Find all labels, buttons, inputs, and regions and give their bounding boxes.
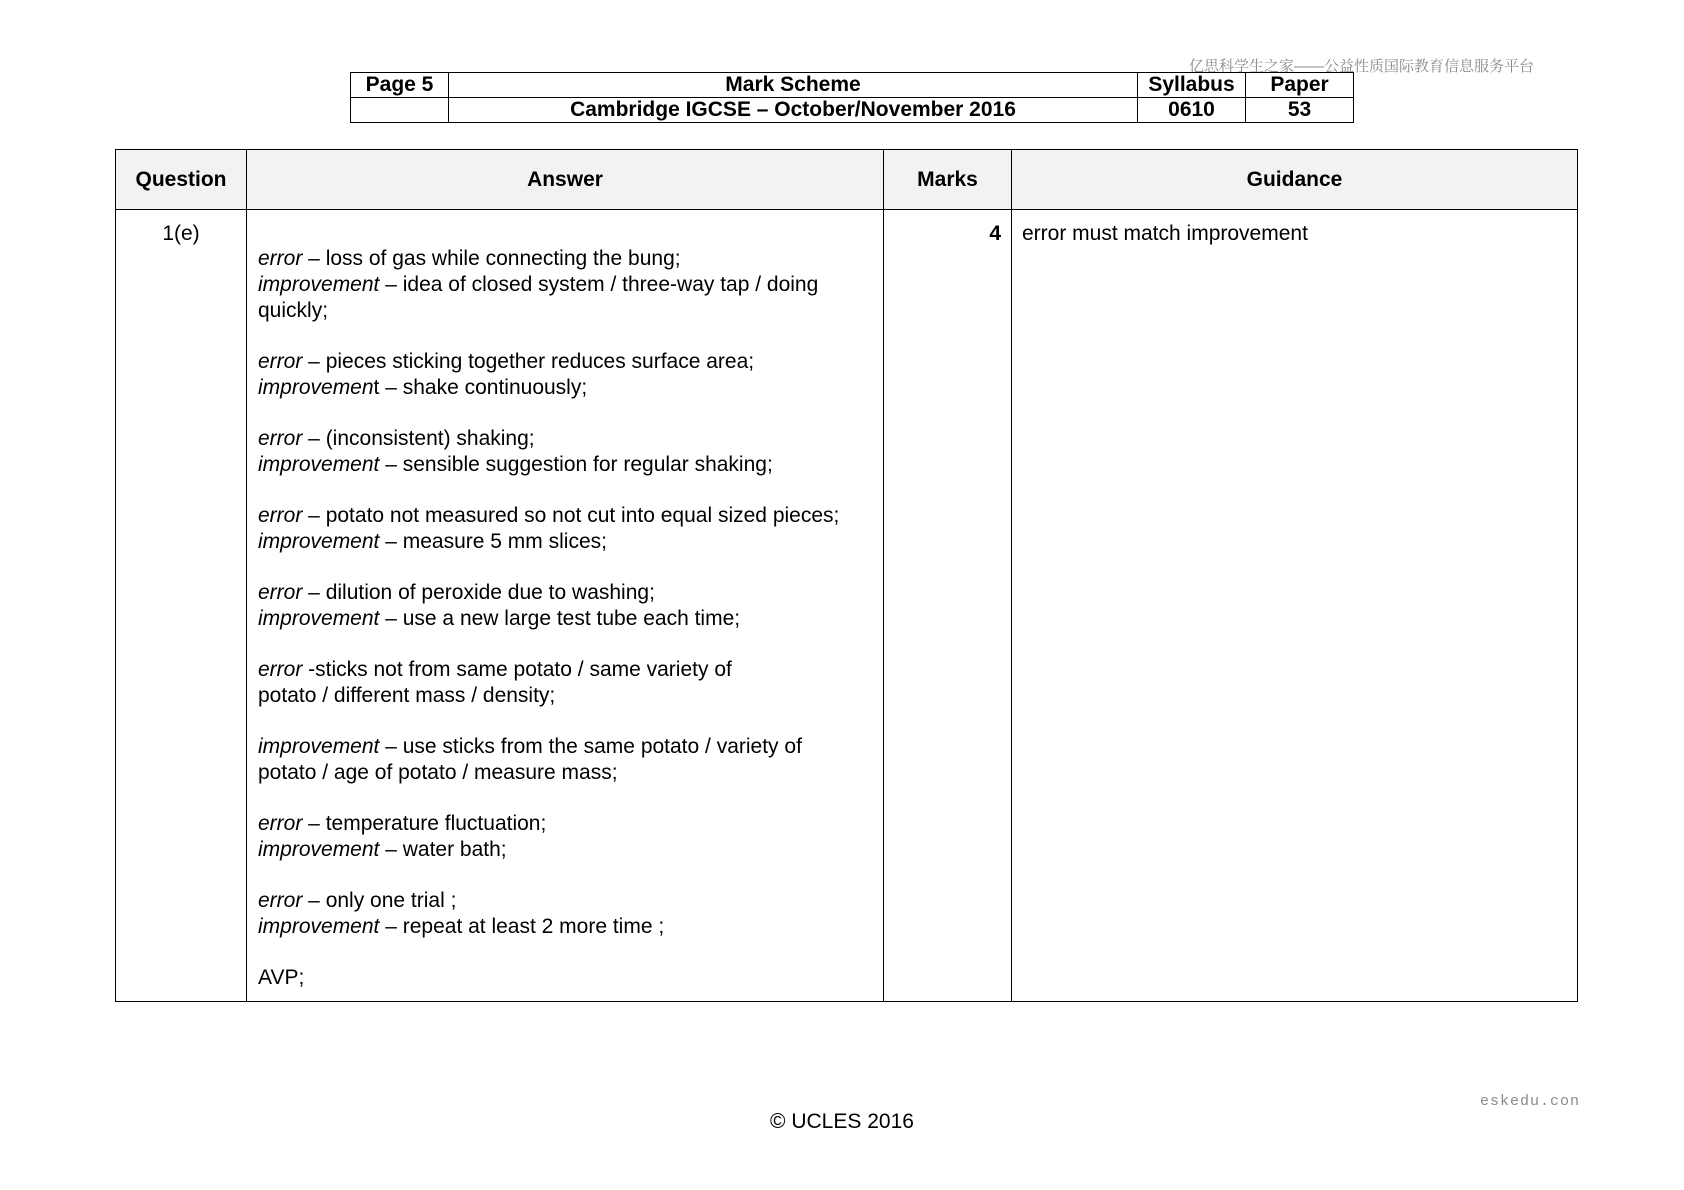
answer-line-label: error xyxy=(258,889,303,912)
answer-line-text: – idea of closed system / three-way tap / doing xyxy=(379,273,819,296)
answer-line-text: – loss of gas while connecting the bung; xyxy=(302,247,681,270)
answer-list xyxy=(258,246,873,991)
answer-line-label: improvement xyxy=(258,838,380,861)
answer-line xyxy=(258,606,873,632)
header-syllabus-label: Syllabus xyxy=(1138,73,1246,98)
answer-line xyxy=(258,503,873,529)
answer-cell xyxy=(247,210,884,1002)
answer-line xyxy=(258,914,873,940)
watermark-text: 亿思科学生之家——公益性质国际教育信息服务平台 xyxy=(1189,58,1535,75)
header-title: Mark Scheme xyxy=(449,73,1138,98)
answer-line-label: improvement xyxy=(258,273,380,296)
answer-line-text: – potato not measured so not cut into equal sized pieces; xyxy=(302,504,840,527)
answer-line-text: – repeat at least 2 more time ; xyxy=(379,915,665,938)
header-paper-value: 53 xyxy=(1246,98,1354,123)
answer-paragraph xyxy=(258,503,873,555)
answer-line xyxy=(258,734,873,760)
answer-line-label: error xyxy=(258,427,303,450)
answer-line-label: improvement xyxy=(258,530,380,553)
answer-line-label: improvemen xyxy=(258,376,374,399)
answer-line-text: AVP; xyxy=(258,966,305,989)
answer-line xyxy=(258,888,873,914)
answer-paragraph xyxy=(258,246,873,324)
answer-line-text: quickly; xyxy=(258,299,329,322)
header-paper-label: Paper xyxy=(1246,73,1354,98)
answer-line xyxy=(258,965,873,991)
answer-line-label: improvement xyxy=(258,607,380,630)
answer-line-text: – measure 5 mm slices; xyxy=(379,530,607,553)
header-subtitle: Cambridge IGCSE – October/November 2016 xyxy=(449,98,1138,123)
table-row xyxy=(116,210,1578,1002)
answer-line xyxy=(258,683,873,709)
answer-line xyxy=(258,580,873,606)
guidance-text: error must match improvement xyxy=(1012,210,1578,1002)
column-header-question: Question xyxy=(116,150,247,210)
answer-line-label: error xyxy=(258,350,303,373)
column-header-guidance: Guidance xyxy=(1012,150,1578,210)
header-syllabus-value: 0610 xyxy=(1138,98,1246,123)
header-page: Page 5 xyxy=(351,73,449,98)
answer-line xyxy=(258,375,873,401)
answer-line-text: – use sticks from the same potato / variety of xyxy=(379,735,802,758)
answer-line-text: – only one trial ; xyxy=(302,889,457,912)
answer-paragraph xyxy=(258,965,873,991)
answer-line xyxy=(258,426,873,452)
answer-line-label: improvement xyxy=(258,453,380,476)
answer-paragraph xyxy=(258,888,873,940)
column-header-answer: Answer xyxy=(247,150,884,210)
answer-paragraph xyxy=(258,811,873,863)
marks-value: 4 xyxy=(884,210,1012,1002)
answer-paragraph xyxy=(258,580,873,632)
answer-line-label: improvement xyxy=(258,735,380,758)
answer-line xyxy=(258,529,873,555)
answer-line-text: – pieces sticking together reduces surface area; xyxy=(302,350,755,373)
answer-line xyxy=(258,349,873,375)
answer-line xyxy=(258,246,873,272)
answer-line-text: – use a new large test tube each time; xyxy=(379,607,741,630)
answer-line xyxy=(258,298,873,324)
question-number: 1(e) xyxy=(116,210,247,1002)
column-header-marks: Marks xyxy=(884,150,1012,210)
mark-scheme-table xyxy=(115,149,1578,1002)
answer-line-label: improvement xyxy=(258,915,380,938)
copyright: © UCLES 2016 xyxy=(770,1110,914,1133)
answer-line-label: error xyxy=(258,581,303,604)
answer-line-text: – sensible suggestion for regular shaking; xyxy=(379,453,773,476)
header-page-empty xyxy=(351,98,449,123)
answer-line xyxy=(258,272,873,298)
document-header-table xyxy=(350,72,1354,123)
answer-line xyxy=(258,837,873,863)
answer-paragraph xyxy=(258,349,873,401)
answer-line-label: error xyxy=(258,812,303,835)
answer-line-text: potato / age of potato / measure mass; xyxy=(258,761,618,784)
answer-line-text: t – shake continuously; xyxy=(373,376,588,399)
answer-line xyxy=(258,452,873,478)
answer-line-text: -sticks not from same potato / same variety of xyxy=(302,658,732,681)
answer-paragraph xyxy=(258,734,873,786)
answer-line-text: – temperature fluctuation; xyxy=(302,812,547,835)
answer-paragraph xyxy=(258,657,873,709)
answer-line xyxy=(258,811,873,837)
answer-line-text: – water bath; xyxy=(379,838,507,861)
answer-line xyxy=(258,760,873,786)
answer-line-label: error xyxy=(258,504,303,527)
answer-line-label: error xyxy=(258,247,303,270)
answer-line-text: potato / different mass / density; xyxy=(258,684,556,707)
answer-line-label: error xyxy=(258,658,303,681)
answer-line xyxy=(258,657,873,683)
answer-line-text: – dilution of peroxide due to washing; xyxy=(302,581,655,604)
footer-watermark: eskedu.con xyxy=(1480,1093,1581,1110)
answer-line-text: – (inconsistent) shaking; xyxy=(302,427,535,450)
answer-paragraph xyxy=(258,426,873,478)
